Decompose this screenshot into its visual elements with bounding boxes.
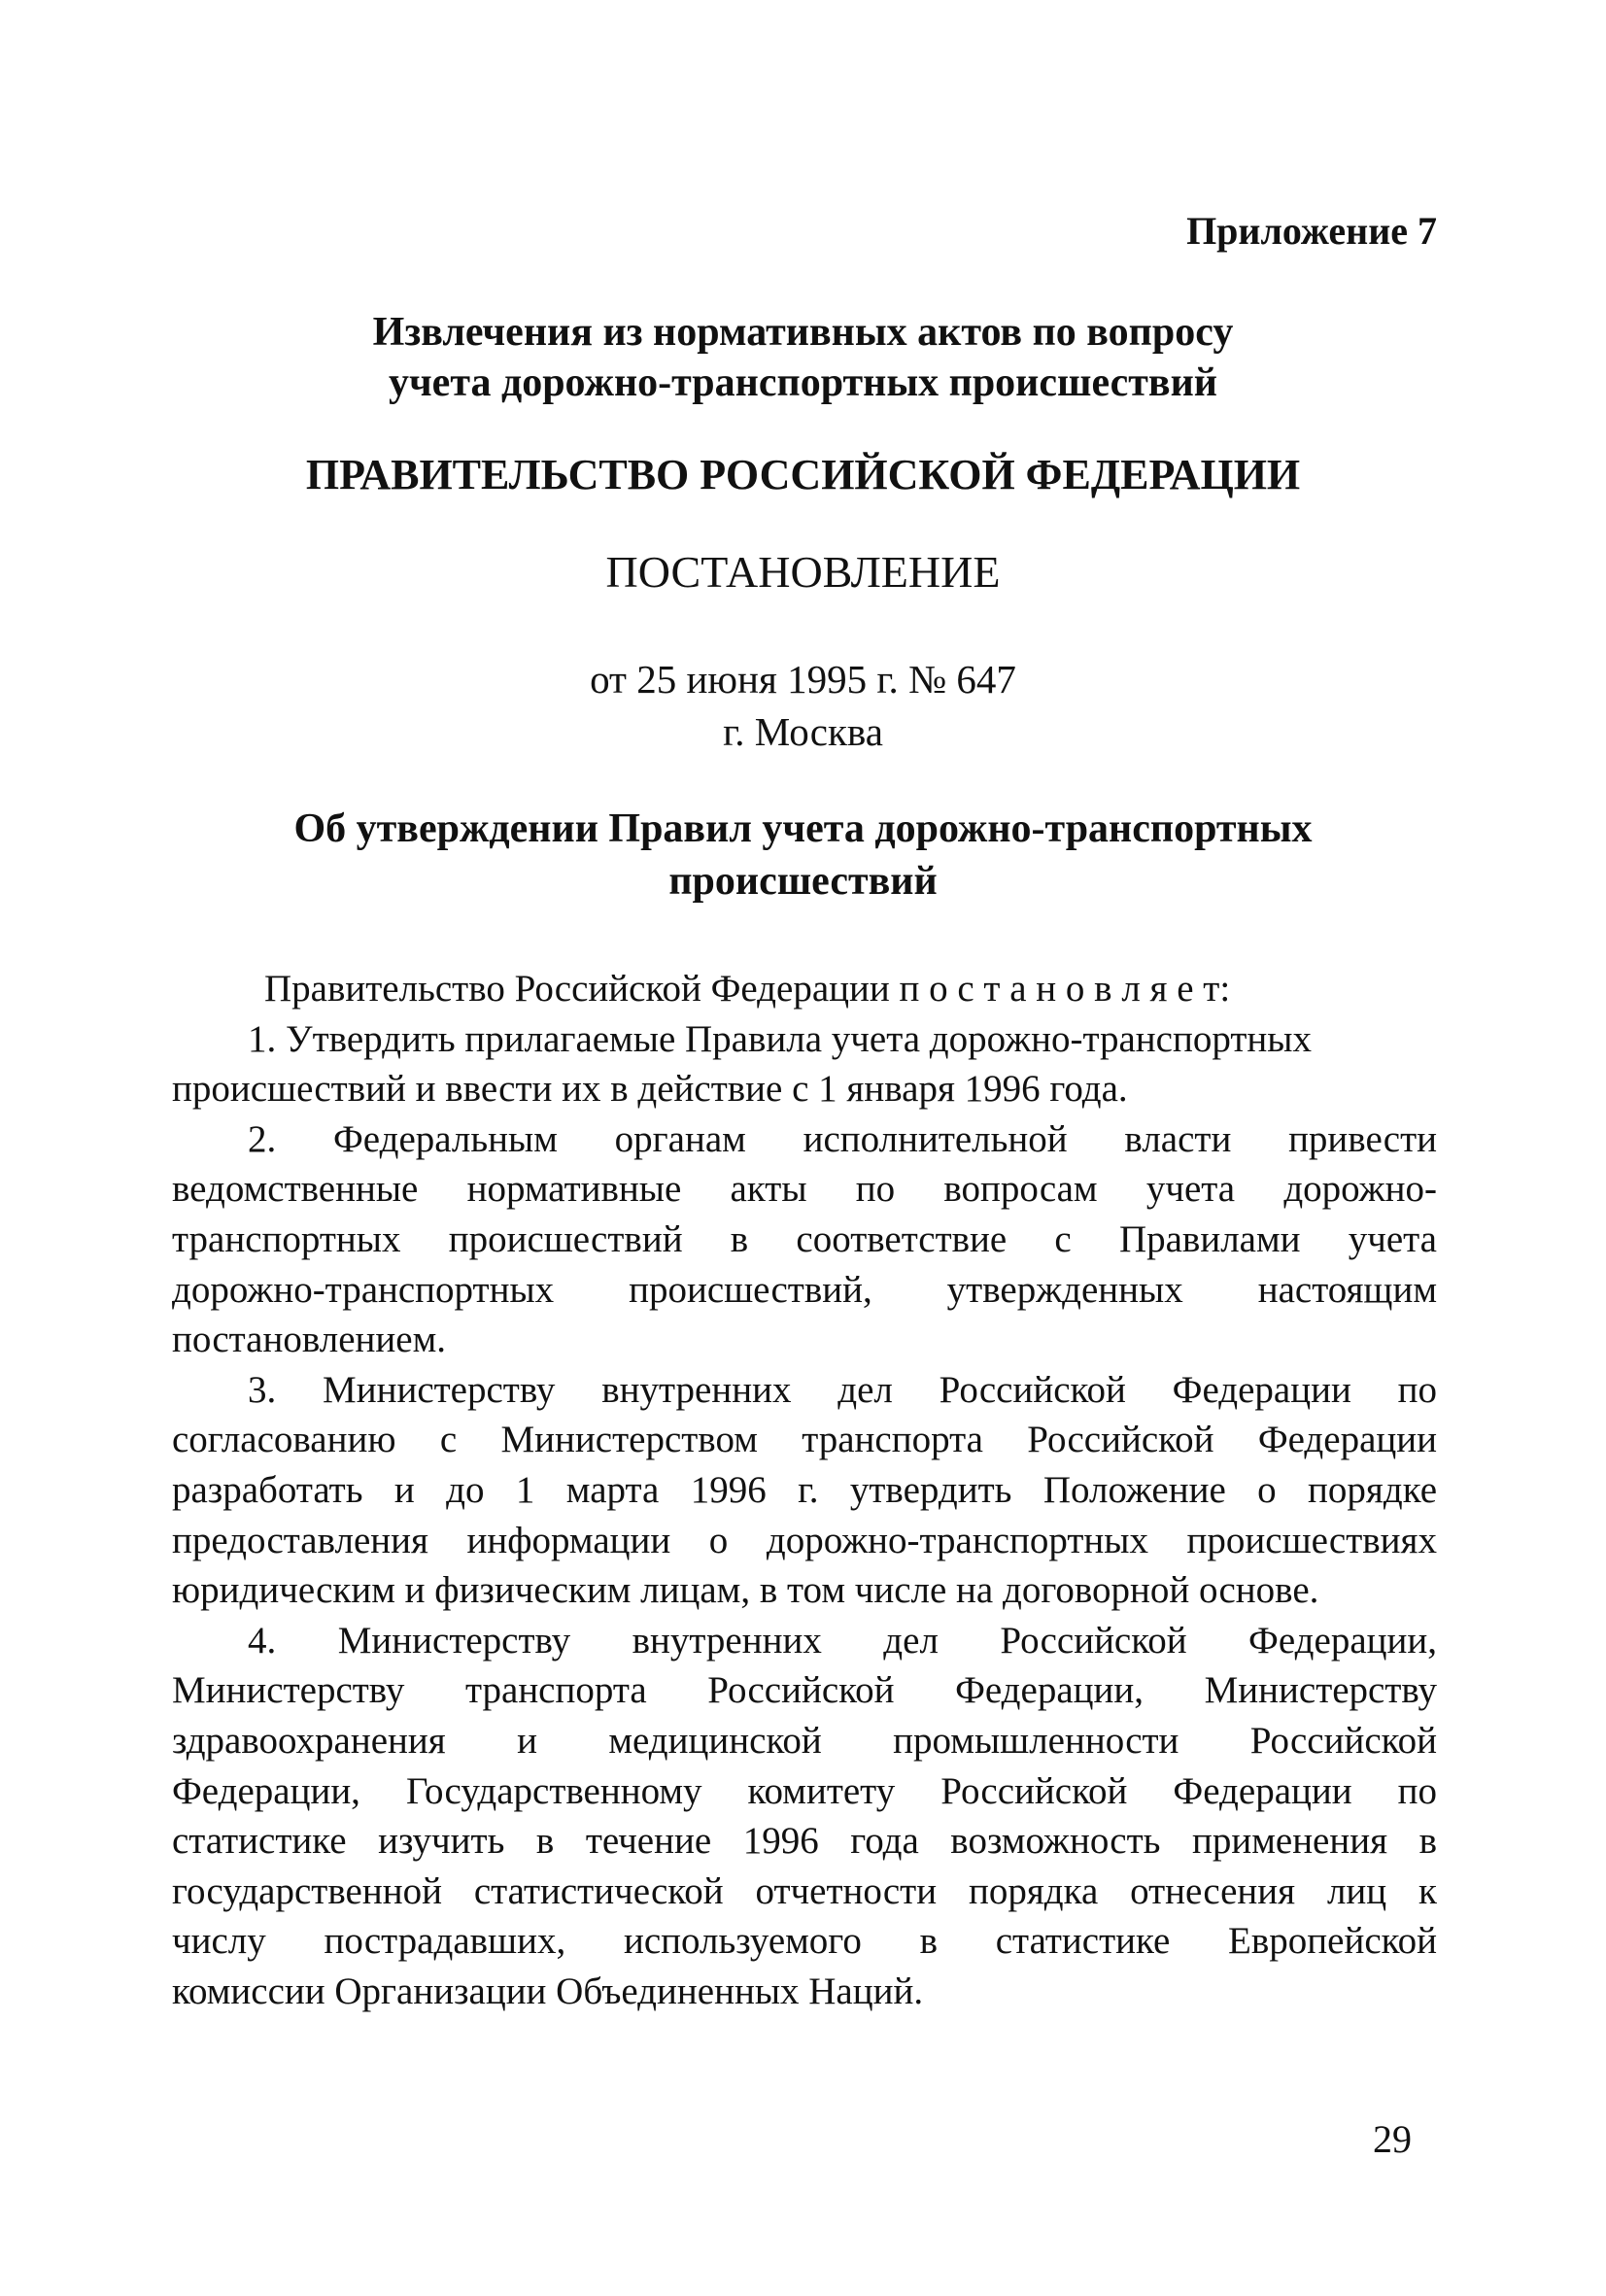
paragraph-line: Федерации, Государственному комитету Российской Федерации по: [172, 1769, 1437, 1812]
paragraph-1: [172, 1014, 1437, 1114]
paragraph-4: [172, 1616, 1437, 2017]
paragraph-line: 2. Федеральным органам исполнительной власти привести: [248, 1117, 1437, 1160]
paragraph-line: 1. Утвердить прилагаемые Правила учета дорожно-транспортных: [248, 1017, 1312, 1060]
paragraph-line: Министерству транспорта Российской Федерации, Министерству: [172, 1669, 1437, 1712]
paragraph-line: происшествий и ввести их в действие с 1 января 1996 года.: [172, 1068, 1128, 1111]
extract-title: [0, 307, 1606, 408]
paragraph-line: разработать и до 1 марта 1996 г. утвердить Положение о порядке: [172, 1468, 1437, 1511]
paragraph-line: транспортных происшествий в соответствие с Правилами учета: [172, 1217, 1437, 1260]
body-intro: Правительство Российской Федерации п о с т а н о в л я е т:: [264, 968, 1231, 1010]
paragraph-line: числу пострадавших, используемого в статистике Европейской: [172, 1920, 1437, 1963]
paragraph-line: государственной статистической отчетности порядка отнесения лиц к: [172, 1869, 1437, 1912]
paragraph-line: дорожно-транспортных происшествий, утвержденных настоящим: [172, 1268, 1437, 1311]
decree-meta: [0, 653, 1606, 758]
paragraph-2: [172, 1114, 1437, 1365]
decree-city: г. Москва: [723, 709, 883, 754]
paragraph-line: юридическим и физическим лицам, в том числе на договорной основе.: [172, 1569, 1319, 1612]
decree-subject-line: Об утверждении Правил учета дорожно-транспортных: [293, 806, 1313, 851]
paragraph-line: предоставления информации о дорожно-транспортных происшествиях: [172, 1519, 1437, 1561]
extract-title-line: Извлечения из нормативных актов по вопросу: [372, 310, 1234, 355]
document-type: ПОСТАНОВЛЕНИЕ: [605, 547, 1001, 597]
paragraph-line: согласованию с Министерством транспорта Российской Федерации: [172, 1419, 1437, 1461]
decree-subject-line: происшествий: [668, 859, 938, 904]
paragraph-line: статистике изучить в течение 1996 года возможность применения в: [172, 1820, 1437, 1863]
issuer-title: ПРАВИТЕЛЬСТВО РОССИЙСКОЙ ФЕДЕРАЦИИ: [305, 451, 1301, 498]
paragraph-line: 4. Министерству внутренних дел Российской Федерации,: [248, 1619, 1437, 1662]
paragraph-line: комиссии Организации Объединенных Наций.: [172, 1970, 924, 2012]
paragraph-line: постановлением.: [172, 1319, 447, 1361]
paragraph-line: 3. Министерству внутренних дел Российской Федерации по: [248, 1368, 1437, 1411]
page-number: 29: [1373, 2117, 1412, 2161]
paragraph-line: здравоохранения и медицинской промышленности Российской: [172, 1719, 1437, 1762]
appendix-label: Приложение 7: [1186, 209, 1437, 253]
decree-subject: [0, 803, 1606, 908]
decree-date-number: от 25 июня 1995 г. № 647: [590, 657, 1016, 702]
paragraph-line: ведомственные нормативные акты по вопросам учета дорожно-: [172, 1168, 1437, 1211]
extract-title-line: учета дорожно-транспортных происшествий: [388, 360, 1217, 405]
paragraph-3: [172, 1365, 1437, 1616]
decree-body: [172, 964, 1437, 2016]
